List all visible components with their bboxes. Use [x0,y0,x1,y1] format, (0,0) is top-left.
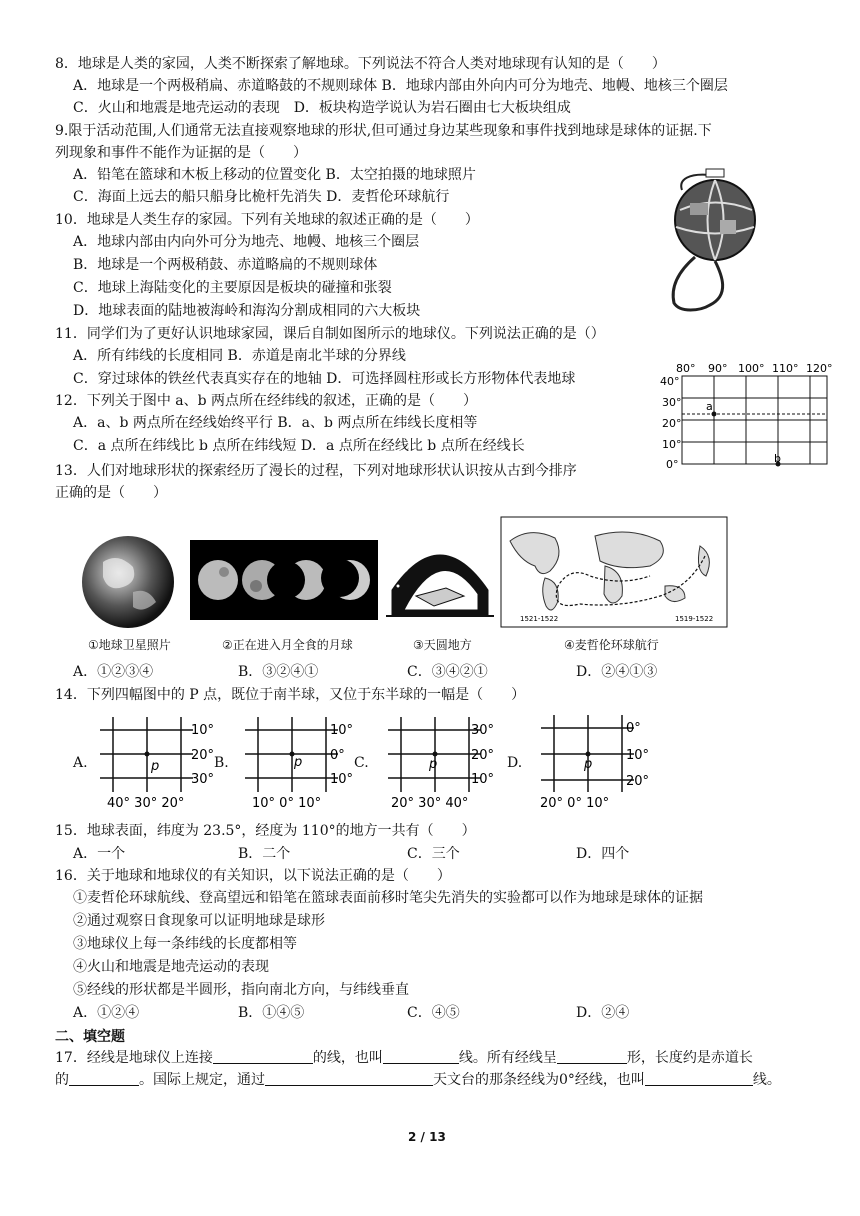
q14-grid-a [95,712,215,812]
q16-option-d: D．②④ [576,1005,630,1021]
q12-options-line2: C．a 点所在纬线比 b 点所在纬线短 D．a 点所在经线比 b 点所在经线长 [73,438,525,454]
answer-blank[interactable] [69,1071,139,1086]
grid-left-label: 0° [666,458,679,471]
q15-option-d: D．四个 [576,846,630,862]
svg-text:0°: 0° [626,721,641,736]
q14-letter-c: C. [354,755,369,771]
q16-statement-2: ②通过观察日食现象可以证明地球是球形 [73,913,325,929]
q14-letter-b: B. [214,755,229,771]
grid-left-label: 10° [662,438,682,451]
svg-text:10°: 10° [471,772,495,787]
svg-text:20° 30° 40°: 20° 30° 40° [391,796,469,811]
caption-2: ②正在进入月全食的月球 [222,638,353,652]
q14-stem: 14．下列四幅图中的 P 点，既位于南半球，又位于东半球的一幅是（ ） [55,687,526,703]
answer-blank[interactable] [265,1071,433,1086]
q16-statement-3: ③地球仪上每一条纬线的长度都相等 [73,936,297,952]
point-b-label: b [774,452,781,465]
q15-stem: 15．地球表面，纬度为 23.5°，经度为 110°的地方一共有（ ） [55,823,476,839]
q14-grid-c [383,712,503,812]
svg-text:30°: 30° [191,772,215,787]
q13-option-c: C．③④②① [407,664,488,680]
q17-line2: 的 。国际上规定，通过 天文台的那条经线为0°经线，也叫 线。 [55,1072,781,1088]
q12-lat-lon-grid [650,360,835,475]
grid-left-label: 20° [662,417,682,430]
q13-option-a: A．①②③④ [73,664,154,680]
page-number: 2 / 13 [408,1130,446,1144]
q14-letter-a: A. [73,755,88,771]
q11-stem: 11．同学们为了更好认识地球家园，课后自制如图所示的地球仪。下列说法正确的是（） [55,326,605,342]
q8-options-line1: A．地球是一个两极稍扁、赤道略鼓的不规则球体 B．地球内部由外向内可分为地壳、地幔、地核三个圈层 [73,78,728,94]
q10-option-d: D．地球表面的陆地被海岭和海沟分割成相同的六大板块 [73,303,421,319]
q9-options-line1: A．铅笔在篮球和木板上移动的位置变化 B．太空拍摄的地球照片 [73,167,476,183]
q16-option-c: C．④⑤ [407,1005,460,1021]
point-a-label: a [706,400,713,413]
q9-options-line2: C．海面上远去的船只船身比桅杆先消失 D．麦哲伦环球航行 [73,189,450,205]
svg-text:40° 30° 20°: 40° 30° 20° [107,796,185,811]
svg-text:10°: 10° [626,748,650,763]
grid-left-label: 40° [660,375,680,388]
grid-top-label: 80° [676,362,696,375]
point-p-label: p [429,757,438,772]
grid-top-label: 100° [738,362,765,375]
svg-text:10°: 10° [330,772,354,787]
q12-stem: 12．下列关于图中 a、b 两点所在经纬线的叙述，正确的是（ ） [55,393,478,409]
answer-blank[interactable] [645,1071,753,1086]
svg-text:10°: 10° [330,723,354,738]
q11-options-line1: A．所有纬线的长度相同 B．赤道是南北半球的分界线 [73,348,406,364]
svg-text:0°: 0° [330,748,345,763]
answer-blank[interactable] [557,1049,627,1064]
q10-option-b: B．地球是一个两极稍鼓、赤道略扁的不规则球体 [73,257,378,273]
q10-option-c: C．地球上海陆变化的主要原因是板块的碰撞和张裂 [73,280,392,296]
q15-option-c: C．三个 [407,846,460,862]
point-p-label: p [584,757,593,772]
caption-4: ④麦哲伦环球航行 [564,638,659,652]
caption-1: ①地球卫星照片 [88,638,171,652]
map-date-label: 1521-1522 [520,615,559,623]
grid-top-label: 120° [806,362,833,375]
q15-option-b: B．二个 [238,846,291,862]
svg-text:20°: 20° [626,774,650,789]
point-p-label: p [294,755,303,770]
grid-top-label: 110° [772,362,799,375]
q14-letter-d: D. [507,755,523,771]
q16-option-b: B．①④⑤ [238,1005,305,1021]
earth-satellite-photo [78,532,178,632]
tianyuan-difang-illustration [386,530,494,622]
svg-text:20°: 20° [191,748,215,763]
magellan-voyage-map [500,516,728,628]
q12-options-line1: A．a、b 两点所在经线始终平行 B．a、b 两点所在纬线长度相等 [73,415,478,431]
q17-line1: 17．经线是地球仪上连接 的线，也叫 线。所有经线呈 形，长度约是赤道长 [55,1050,753,1066]
q8-options-line2: C．火山和地震是地壳运动的表现 D．板块构造学说认为岩石圈由七大板块组成 [73,100,571,116]
svg-text:30°: 30° [471,723,495,738]
q11-options-line2: C．穿过球体的铁丝代表真实存在的地轴 D．可选择圆柱形或长方形物体代表地球 [73,371,576,387]
point-p-label: p [151,759,160,774]
svg-text:20° 0° 10°: 20° 0° 10° [540,796,610,810]
q14-grid-b [240,712,360,812]
lunar-eclipse-photo [190,540,378,620]
answer-blank[interactable] [213,1049,313,1064]
caption-3: ③天圆地方 [413,638,472,652]
q16-stem: 16．关于地球和地球仪的有关知识，以下说法正确的是（ ） [55,868,451,884]
svg-text:10°: 10° [191,723,215,738]
q10-stem: 10．地球是人类生存的家园。下列有关地球的叙述正确的是（ ） [55,212,479,228]
map-date-label: 1519-1522 [675,615,714,623]
q13-stem-line1: 13．人们对地球形状的探索经历了漫长的过程，下列对地球形状认识按从古到今排序 [55,463,577,479]
q13-option-d: D．②④①③ [576,664,658,680]
q16-statement-5: ⑤经线的形状都是半圆形，指向南北方向，与纬线垂直 [73,982,409,998]
homemade-globe-illustration [660,165,770,315]
q16-option-a: A．①②④ [73,1005,140,1021]
q9-stem-line2: 列现象和事件不能作为证据的是（ ） [55,145,307,161]
q13-stem-line2: 正确的是（ ） [55,485,167,501]
q13-option-b: B．③②④① [238,664,319,680]
q9-stem-line1: 9.限于活动范围,人们通常无法直接观察地球的形状,但可通过身边某些现象和事件找到地球是球体的证据.下 [55,123,712,139]
svg-text:10° 0° 10°: 10° 0° 10° [252,796,322,811]
svg-text:20°: 20° [471,748,495,763]
section-heading: 二、填空题 [55,1029,125,1045]
answer-blank[interactable] [383,1049,459,1064]
q10-option-a: A．地球内部由内向外可分为地壳、地幔、地核三个圈层 [73,234,420,250]
grid-top-label: 90° [708,362,728,375]
q14-grid-d [536,710,656,810]
q15-option-a: A．一个 [73,846,126,862]
grid-left-label: 30° [662,396,682,409]
q16-statement-1: ①麦哲伦环球航线、登高望远和铅笔在篮球表面前移时笔尖先消失的实验都可以作为地球是球体的证据 [73,890,703,906]
q16-statement-4: ④火山和地震是地壳运动的表现 [73,959,269,975]
q8-stem: 8．地球是人类的家园，人类不断探索了解地球。下列说法不符合人类对地球现有认知的是（ ） [55,56,666,72]
